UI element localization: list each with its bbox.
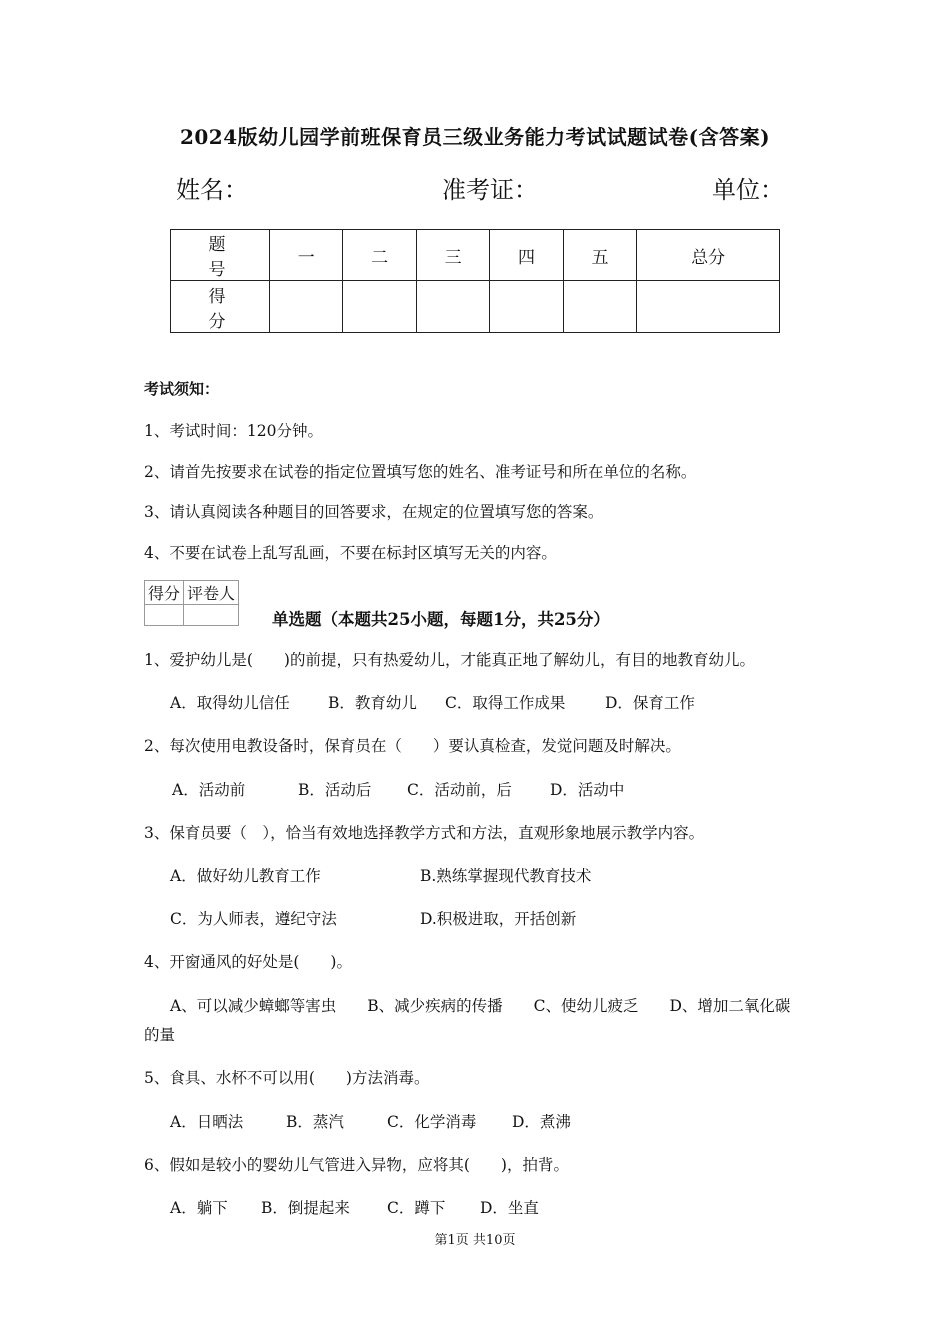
score-entry-cell[interactable] — [343, 281, 416, 333]
option-line: A、可以减少蟑螂等害虫 B、减少疾病的传播 C、使幼儿疲乏 D、增加二氧化碳 — [170, 997, 791, 1015]
notice-item: 1、考试时间：120分钟。 — [144, 422, 323, 440]
score-entry-cell[interactable] — [270, 281, 343, 333]
option: A．做好幼儿教育工作 — [170, 867, 321, 885]
grader-reviewer-label: 评卷人 — [184, 581, 239, 605]
section-title: 单选题（本题共25小题，每题1分，共25分） — [272, 610, 610, 629]
option: A．活动前 — [172, 781, 246, 799]
option: D．活动中 — [550, 781, 625, 799]
score-table — [170, 229, 780, 333]
score-table-cell: 四 — [490, 230, 563, 281]
page-title: 2024版幼儿园学前班保育员三级业务能力考试试题试卷(含答案) — [179, 125, 771, 149]
question-text: 2、每次使用电教设备时，保育员在（ ）要认真检查，发觉问题及时解决。 — [144, 737, 681, 755]
option: D．坐直 — [480, 1199, 539, 1217]
unit-field-label: 单位： — [712, 176, 784, 204]
option: D.积极进取，开括创新 — [420, 910, 577, 928]
option: D．保育工作 — [605, 694, 695, 712]
score-entry-cell[interactable] — [563, 281, 636, 333]
score-table-cell: 二 — [343, 230, 416, 281]
grader-score-label: 得分 — [145, 581, 184, 605]
notice-item: 4、不要在试卷上乱写乱画，不要在标封区填写无关的内容。 — [144, 544, 557, 562]
grader-score-cell[interactable] — [145, 605, 184, 626]
notice-title: 考试须知： — [144, 380, 220, 398]
score-table-cell: 一 — [270, 230, 343, 281]
option: B．活动后 — [298, 781, 372, 799]
option-line-wrap: 的量 — [144, 1026, 176, 1044]
option: C．化学消毒 — [387, 1113, 477, 1131]
score-entry-cell[interactable] — [637, 281, 780, 333]
notice-item: 3、请认真阅读各种题目的回答要求，在规定的位置填写您的答案。 — [144, 503, 604, 521]
question-text: 3、保育员要（ ），恰当有效地选择教学方式和方法，直观形象地展示教学内容。 — [144, 824, 705, 842]
score-entry-cell[interactable] — [416, 281, 489, 333]
score-table-cell: 得 分 — [171, 281, 270, 333]
score-table-cell: 三 — [416, 230, 489, 281]
option: C．取得工作成果 — [445, 694, 566, 712]
exam-id-field-label: 准考证： — [442, 176, 538, 204]
option: A．日晒法 — [170, 1113, 244, 1131]
question-text: 6、假如是较小的婴幼儿气管进入异物，应将其( )，拍背。 — [144, 1156, 569, 1174]
score-table-cell: 题 号 — [171, 230, 270, 281]
option: D．煮沸 — [512, 1113, 571, 1131]
option: B．教育幼儿 — [328, 694, 417, 712]
option: C．活动前，后 — [407, 781, 512, 799]
option: A．取得幼儿信任 — [170, 694, 290, 712]
grader-box — [144, 580, 239, 626]
score-table-score-row — [171, 281, 780, 333]
option: C．为人师表，遵纪守法 — [170, 910, 337, 928]
score-table-cell: 五 — [563, 230, 636, 281]
page-number-footer: 第1页 共10页 — [434, 1233, 516, 1248]
option: B．倒提起来 — [261, 1199, 350, 1217]
option: C．蹲下 — [387, 1199, 446, 1217]
score-table-cell: 总分 — [637, 230, 780, 281]
option: A．躺下 — [170, 1199, 228, 1217]
name-field-label: 姓名： — [176, 176, 248, 204]
notice-item: 2、请首先按要求在试卷的指定位置填写您的姓名、准考证号和所在单位的名称。 — [144, 463, 697, 481]
question-text: 5、食具、水杯不可以用( )方法消毒。 — [144, 1069, 430, 1087]
score-entry-cell[interactable] — [490, 281, 563, 333]
grader-reviewer-cell[interactable] — [184, 605, 239, 626]
option: B.熟练掌握现代教育技术 — [420, 867, 592, 885]
question-text: 4、开窗通风的好处是( )。 — [144, 953, 352, 971]
score-table-header-row — [171, 230, 780, 281]
option: B．蒸汽 — [286, 1113, 344, 1131]
question-text: 1、爱护幼儿是( )的前提，只有热爱幼儿，才能真正地了解幼儿，有目的地教育幼儿。 — [144, 651, 755, 669]
